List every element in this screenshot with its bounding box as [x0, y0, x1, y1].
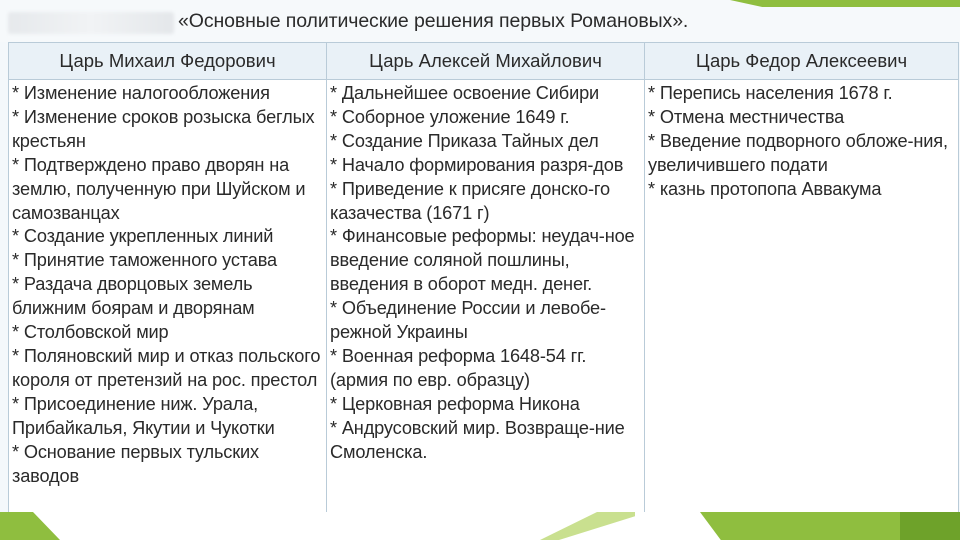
list-item: * Раздача дворцовых земель ближним боярам и дворянам — [12, 274, 255, 319]
top-right-accent-stripe — [730, 0, 960, 7]
list-item: * Объединение России и левобе-режной Украины — [330, 298, 606, 343]
header-alexei: Царь Алексей Михайлович — [327, 43, 645, 80]
list-item: * Дальнейшее освоение Сибири — [330, 83, 600, 103]
list-item: * Создание укрепленных линий — [12, 226, 274, 247]
list-item: * Изменение сроков розыска беглых крестьян — [12, 106, 315, 151]
rulers-table — [8, 42, 959, 512]
list-item: * Столбовской мир — [12, 322, 169, 343]
table-header-row — [9, 43, 959, 80]
list-item: * Подтверждено право дворян на землю, полученную при Шуйском и самозванцах — [12, 154, 306, 223]
list-item: * Финансовые реформы: неудач-ное введение соляной пошлины, введения в оборот медн. денег. — [330, 226, 635, 295]
cell-alexei — [327, 80, 645, 513]
header-mikhail: Царь Михаил Федорович — [9, 43, 327, 80]
list-item: * Приведение к присяге донско-го казачества (1671 г) — [330, 178, 610, 223]
list-item: * Поляновский мир и отказ польского короля от претензий на рос. престол — [12, 345, 321, 390]
list-item: * Принятие таможенного устава — [12, 250, 278, 271]
list-item: * Начало формирования разря-дов — [330, 154, 624, 175]
list-item: * Соборное уложение 1649 г. — [330, 106, 570, 127]
bottom-right-dark-accent — [900, 512, 960, 540]
blurred-title-fragment — [8, 12, 174, 34]
list-item: * Создание Приказа Тайных дел — [330, 130, 599, 151]
list-item: * Изменение налогообложения — [12, 83, 270, 103]
bottom-middle-accent-shape — [540, 512, 635, 540]
cell-fedor — [645, 80, 959, 513]
list-item: * Основание первых тульских заводов — [12, 441, 260, 486]
list-item: * Военная реформа 1648-54 гг. (армия по евр. образцу) — [330, 345, 587, 390]
bottom-left-accent-shape — [0, 512, 60, 540]
list-item: * казнь протопопа Аввакума — [648, 178, 882, 199]
list-item: * Андрусовский мир. Возвраще-ние Смоленска. — [330, 417, 625, 462]
list-item: * Отмена местничества — [648, 106, 845, 127]
cell-mikhail — [9, 80, 327, 513]
list-item: * Перепись населения 1678 г. — [648, 83, 893, 103]
table-row — [9, 80, 959, 513]
list-item: * Присоединение ниж. Урала, Прибайкалья, Якутии и Чукотки — [12, 393, 275, 438]
list-item: * Введение подворного обложе-ния, увеличившего подати — [648, 130, 948, 175]
list-item: * Церковная реформа Никона — [330, 393, 580, 414]
header-fedor: Царь Федор Алексеевич — [645, 43, 959, 80]
slide-title: «Основные политические решения первых Романовых». — [178, 10, 689, 32]
